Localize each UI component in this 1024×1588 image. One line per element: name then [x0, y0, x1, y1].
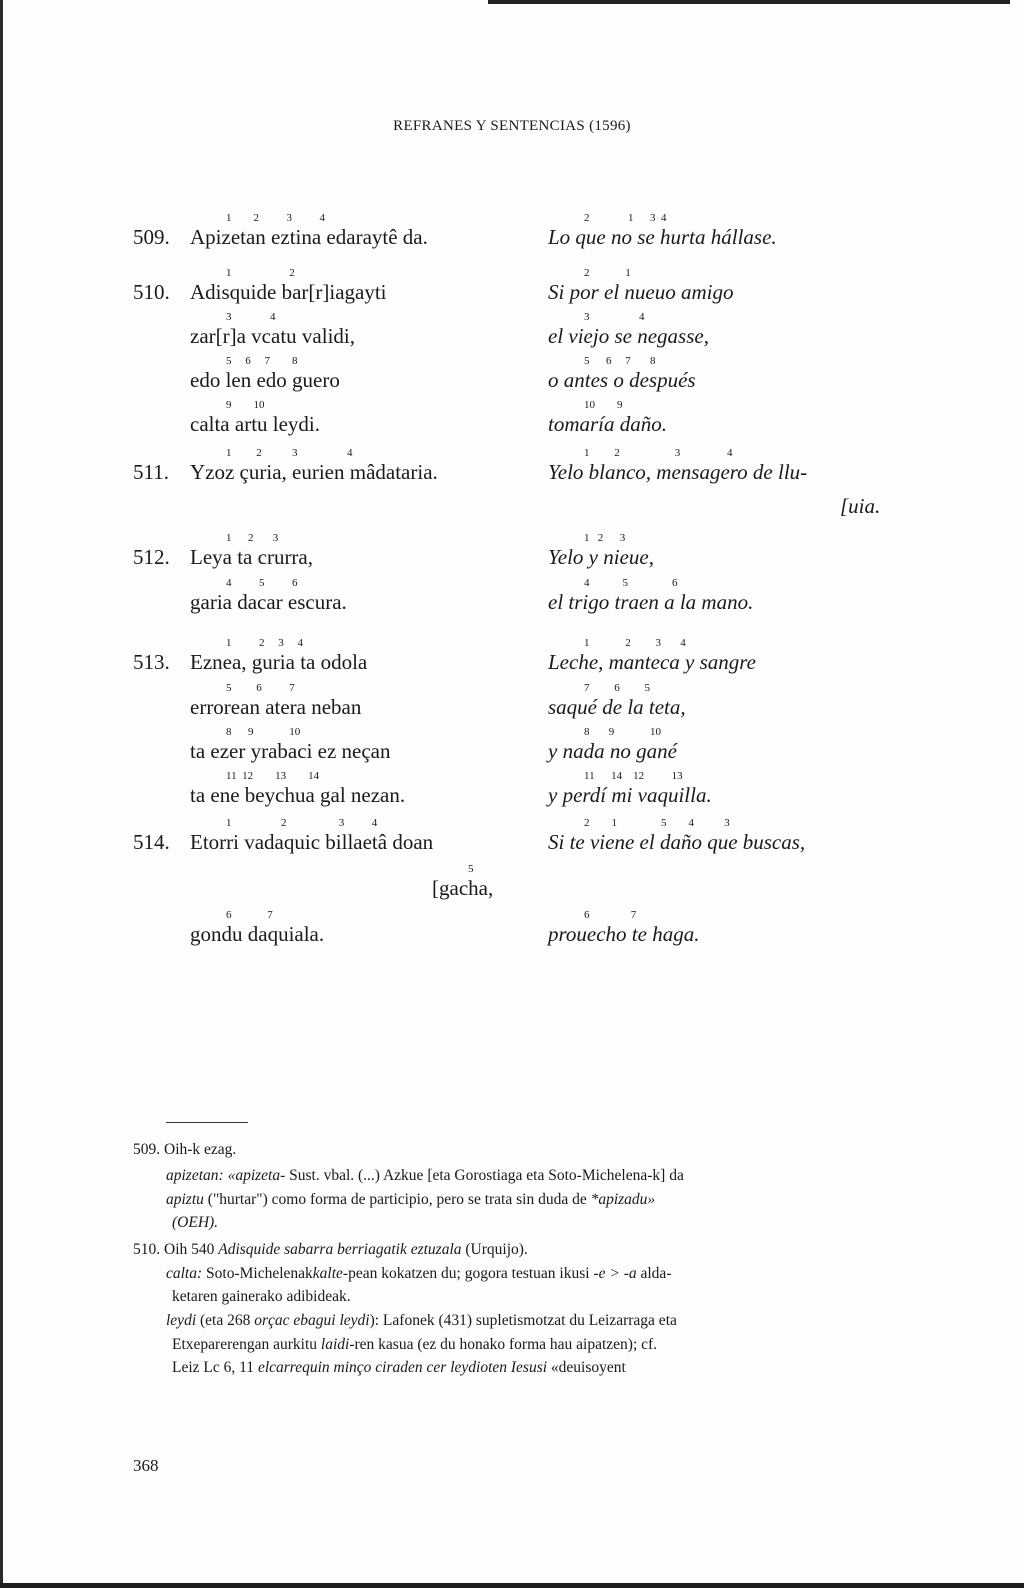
spanish-word-indices: 2 1 3 4 — [584, 212, 667, 224]
footnote-510-line: calta: Soto-Michelenakkalte-pean kokatzen du; gogora testuan ikusi -e > -a alda- — [166, 1265, 672, 1282]
basque-line: ta ene beychua gal nezan. — [190, 783, 406, 807]
spanish-word-indices: 7 6 5 — [584, 682, 650, 694]
basque-line: Etorri vadaquic billaetâ doan — [190, 830, 434, 854]
spanish-line: tomaría daño. — [548, 412, 668, 436]
footnote-509-line: (OEH). — [172, 1214, 219, 1231]
running-head: REFRANES Y SENTENCIAS (1596) — [393, 118, 631, 134]
basque-word-indices: 3 4 — [226, 311, 276, 323]
basque-word-indices: 9 10 — [226, 399, 265, 411]
entry-number: 510. — [133, 280, 170, 304]
footnote-509-line: apiztu ("hurtar") como forma de participio, pero se trata sin duda de *apizadu» — [166, 1191, 656, 1208]
bottom-border — [0, 1583, 1024, 1588]
page-number: 368 — [133, 1456, 159, 1475]
basque-line: calta artu leydi. — [190, 412, 321, 436]
spanish-line: o antes o después — [548, 368, 696, 392]
spanish-word-indices: 4 5 6 — [584, 577, 678, 589]
entry-number: 509. — [133, 225, 170, 249]
entry-number: 513. — [133, 650, 170, 674]
footnote-509-line: 509. Oih-k ezag. — [133, 1141, 237, 1158]
basque-line: errorean atera neban — [190, 695, 362, 719]
basque-word-indices: 1 2 — [226, 267, 295, 279]
spanish-line: y nada no gané — [548, 739, 677, 763]
spanish-line: Yelo blanco, mensagero de llu- — [548, 460, 808, 484]
spanish-line: y perdí mi vaquilla. — [548, 783, 712, 807]
entry-number: 514. — [133, 830, 170, 854]
basque-word-indices: 1 2 3 4 — [226, 447, 353, 459]
basque-line: Adisquide bar[r]iagayti — [190, 280, 387, 304]
spanish-line: Lo que no se hurta hállase. — [548, 225, 777, 249]
spanish-word-indices: 6 7 — [584, 909, 637, 921]
entry-number: 512. — [133, 545, 170, 569]
footnote-509-line: apizetan: «apizeta- Sust. vbal. (...) Azkue [eta Gorostiaga eta Soto-Michelena-k] da — [166, 1167, 684, 1184]
basque-word-indices: 1 2 3 4 — [226, 212, 325, 224]
basque-word-indices: 5 6 7 — [226, 682, 295, 694]
spanish-line: Leche, manteca y sangre — [548, 650, 756, 674]
spanish-line: Yelo y nieue, — [548, 545, 654, 569]
basque-word-indices: 4 5 6 — [226, 577, 298, 589]
basque-line: gondu daquiala. — [190, 922, 325, 946]
footnote-510-line: leydi (eta 268 orçac ebagui leydi): Lafonek (431) supletismotzat du Leizarraga eta — [166, 1312, 677, 1329]
basque-line: zar[r]a vcatu validi, — [190, 324, 355, 348]
spanish-word-indices: 8 9 10 — [584, 726, 661, 738]
spanish-word-indices: 5 6 7 8 — [584, 355, 656, 367]
spanish-line: el viejo se negasse, — [548, 324, 709, 348]
spanish-word-indices: 1 2 3 4 — [584, 447, 733, 459]
basque-word-indices: 1 2 3 — [226, 532, 279, 544]
basque-word-indices: 5 6 7 8 — [226, 355, 298, 367]
spanish-word-indices: 3 4 — [584, 311, 645, 323]
footnote-rule — [166, 1122, 248, 1123]
top-border — [488, 0, 1010, 4]
basque-word-indices: 6 7 — [226, 909, 273, 921]
spanish-line: Si te viene el daño que buscas, — [548, 830, 806, 854]
basque-line: edo len edo guero — [190, 368, 340, 392]
footnote-510-line: Leiz Lc 6, 11 elcarrequin minço ciraden cer leydioten Iesusi «deuisoyent — [172, 1359, 626, 1376]
basque-line: [gacha, — [432, 876, 494, 900]
basque-word-indices: 8 9 10 — [226, 726, 301, 738]
spanish-word-indices: 1 2 3 4 — [584, 637, 686, 649]
basque-line: ta ezer yrabaci ez neçan — [190, 739, 391, 763]
footnote-510-line: 510. Oih 540 Adisquide sabarra berriagatik eztuzala (Urquijo). — [133, 1241, 528, 1258]
spanish-line: prouecho te haga. — [548, 922, 700, 946]
basque-word-indices: 11 12 13 14 — [226, 770, 320, 782]
basque-word-indices: 1 2 3 4 — [226, 637, 303, 649]
spanish-word-indices: 2 1 5 4 3 — [584, 817, 730, 829]
basque-line: garia dacar escura. — [190, 590, 347, 614]
spanish-word-indices: 10 9 — [584, 399, 623, 411]
basque-line: Apizetan eztina edaraytê da. — [190, 225, 428, 249]
basque-word-indices: 1 2 3 4 — [226, 817, 378, 829]
spanish-line: [uia. — [840, 494, 881, 518]
basque-line: Eznea, guria ta odola — [190, 650, 368, 674]
basque-word-indices: 5 — [468, 863, 474, 875]
spanish-line: el trigo traen a la mano. — [548, 590, 754, 614]
basque-line: Leya ta crurra, — [190, 545, 313, 569]
spanish-line: Si por el nueuo amigo — [548, 280, 734, 304]
spanish-word-indices: 1 2 3 — [584, 532, 626, 544]
spanish-word-indices: 2 1 — [584, 267, 631, 279]
left-border — [0, 0, 3, 1588]
entry-number: 511. — [133, 460, 169, 484]
footnote-510-line: Etxeparerengan aurkitu laidi-ren kasua (ez du honako forma hau aipatzen); cf. — [172, 1336, 658, 1353]
spanish-line: saqué de la teta, — [548, 695, 686, 719]
basque-line: Yzoz çuria, eurien mâdataria. — [190, 460, 438, 484]
spanish-word-indices: 11 14 12 13 — [584, 770, 683, 782]
footnote-510-line: ketaren gainerako adibideak. — [172, 1288, 351, 1305]
